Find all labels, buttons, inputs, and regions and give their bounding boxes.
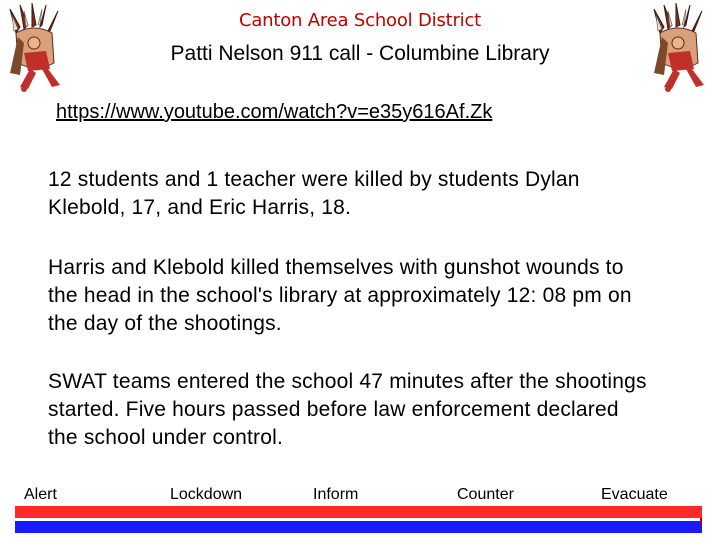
footer-lockdown: Lockdown [170,486,243,503]
youtube-link[interactable]: https://www.youtube.com/watch?v=e35y616Af.Zk [56,101,493,123]
footer-counter: Counter [457,486,514,503]
paragraph-swat: SWAT teams entered the school 47 minutes after the shootings started. Five hours passed before law enforcement declared the school under control. [48,370,647,449]
footer-bar-blue [15,521,702,533]
footer-bar-red [15,506,702,518]
footer-evacuate: Evacuate [601,486,668,503]
paragraph-victims: 12 students and 1 teacher were killed by students Dylan Klebold, 17, and Eric Harris, 18. [48,168,580,219]
footer-inform: Inform [313,486,359,503]
footer-bar-tick [700,518,702,524]
paragraph-shooters: Harris and Klebold killed themselves with gunshot wounds to the head in the school's library at approximately 12: 08 pm on the day of the shootings. [48,256,632,335]
district-name: Canton Area School District [238,10,482,31]
footer-alert: Alert [24,486,57,503]
slide-title: Patti Nelson 911 call - Columbine Library [170,42,550,65]
